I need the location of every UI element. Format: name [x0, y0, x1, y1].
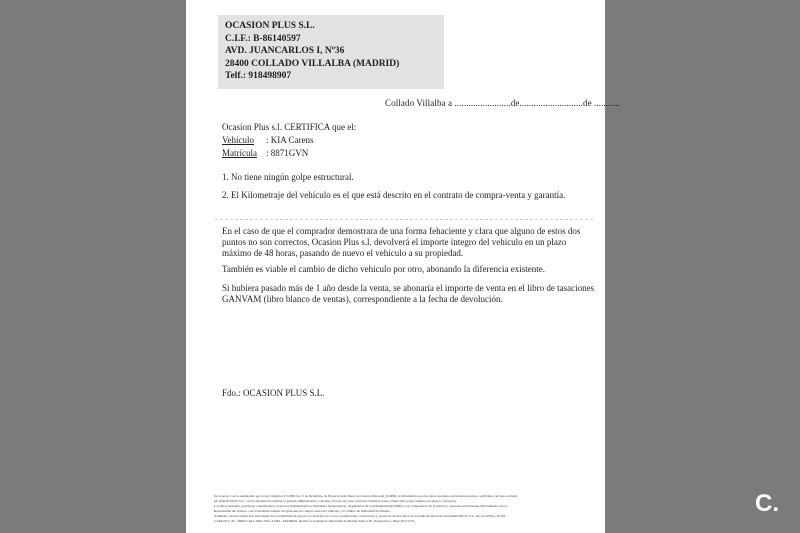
signature-line: Fdo.: OCASION PLUS S.L.: [222, 388, 325, 398]
company-header-block: [218, 15, 444, 89]
document-page: [186, 0, 620, 533]
legal-line: Los datos incluidos podrán ser comunicados a Gestores Administrativos, Entidades Aseguradoras, Organismos de la Administración Pública con competencia en la materia y personas relacionadas directamente con el: [214, 503, 507, 508]
vehicle-row: [222, 134, 356, 147]
ganvam-paragraph: Si hubiera pasado más de 1 año desde la venta, se abonaría el importe de venta en el libro de tasaciones GANVAM (libro blanco de ventas), correspondiente a la fecha de devolución.: [222, 283, 595, 304]
vehicle-label: Vehículo: [222, 135, 254, 145]
legal-line: De acuerdo con lo establecido por la Ley Orgánica 15/1999, de 13 de diciembre, de Protección de Datos de Carácter Personal (LOPD), le informamos que los datos aportados serán incorporados a un fichero del que es titular: [214, 494, 518, 498]
exchange-paragraph: También es viable el cambio de dicho vehículo por otro, abonando la diferencia existente.: [222, 264, 546, 274]
plate-label: Matrícula: [222, 148, 257, 158]
legal-line: Responsable del fichero, con la finalidad realizar las gestiones de compra venta del vehículo y el cambio de titularidad del mismo.: [214, 508, 391, 513]
legal-line: Asimismo, declaro haber sido informado de la posibilidad de ejercer los derechos de acceso, rectificación, cancelación y oposición de mis datos en el domicilio fiscal de OCASIÓN PLUS, S.L. sito en AVDA. JUAN: [214, 513, 506, 518]
refund-paragraph: En el caso de que el comprador demostrara de una forma fehaciente y clara que alguno de estos dos puntos no son correctos, Ocasion Plus s.l. devolverá el importe íntegro del vehículo en un plazo máximo de 48 horas, pasando de nuevo el vehículo a su propiedad.: [222, 226, 581, 258]
certify-intro: Ocasion Plus s.l. CERTIFICA que el:: [222, 122, 357, 132]
point-1: 1. No tiene ningún golpe estructural.: [222, 172, 354, 182]
dotted-separator: [215, 219, 593, 220]
legal-footer: [214, 494, 594, 523]
company-name: OCASION PLUS S.L.: [225, 21, 315, 31]
certify-block: [222, 121, 356, 160]
watermark-c: C.: [755, 490, 779, 517]
point-2: 2. El Kilometraje del vehículo es el que está descrito en el contrato de compra-venta y garantía.: [222, 190, 566, 200]
plate-value: : 8871GVN: [266, 148, 309, 158]
vehicle-value: : KIA Carens: [266, 135, 314, 145]
plate-row: [222, 147, 356, 160]
company-cif: C.I.F.: B-86140597: [225, 33, 301, 44]
company-city: 28400 COLLADO VILLALBA (MADRID): [225, 58, 400, 69]
date-line: Collado Villalba a ........................de...........................de ...........: [385, 98, 620, 108]
company-address: AVD. JUANCARLOS I, Nº36: [225, 46, 345, 57]
legal-line: CARLOS I, 36 - 28400 COLLADO VILLALBA - MADRID. Inscrita en el Registro Mercantil de Madrid Tomo 130, Inscripción 1, Hoja M 512731.: [214, 518, 416, 523]
certified-points: [222, 172, 598, 200]
company-phone: Telf.: 918498907: [225, 71, 292, 82]
legal-line: OCASION PLUS S.L., con la finalidad de realizar la gestión administrativa, contable y fiscal, así como enviarle comunicaciones comerciales sobre nuestros productos y servicios.: [214, 498, 457, 503]
